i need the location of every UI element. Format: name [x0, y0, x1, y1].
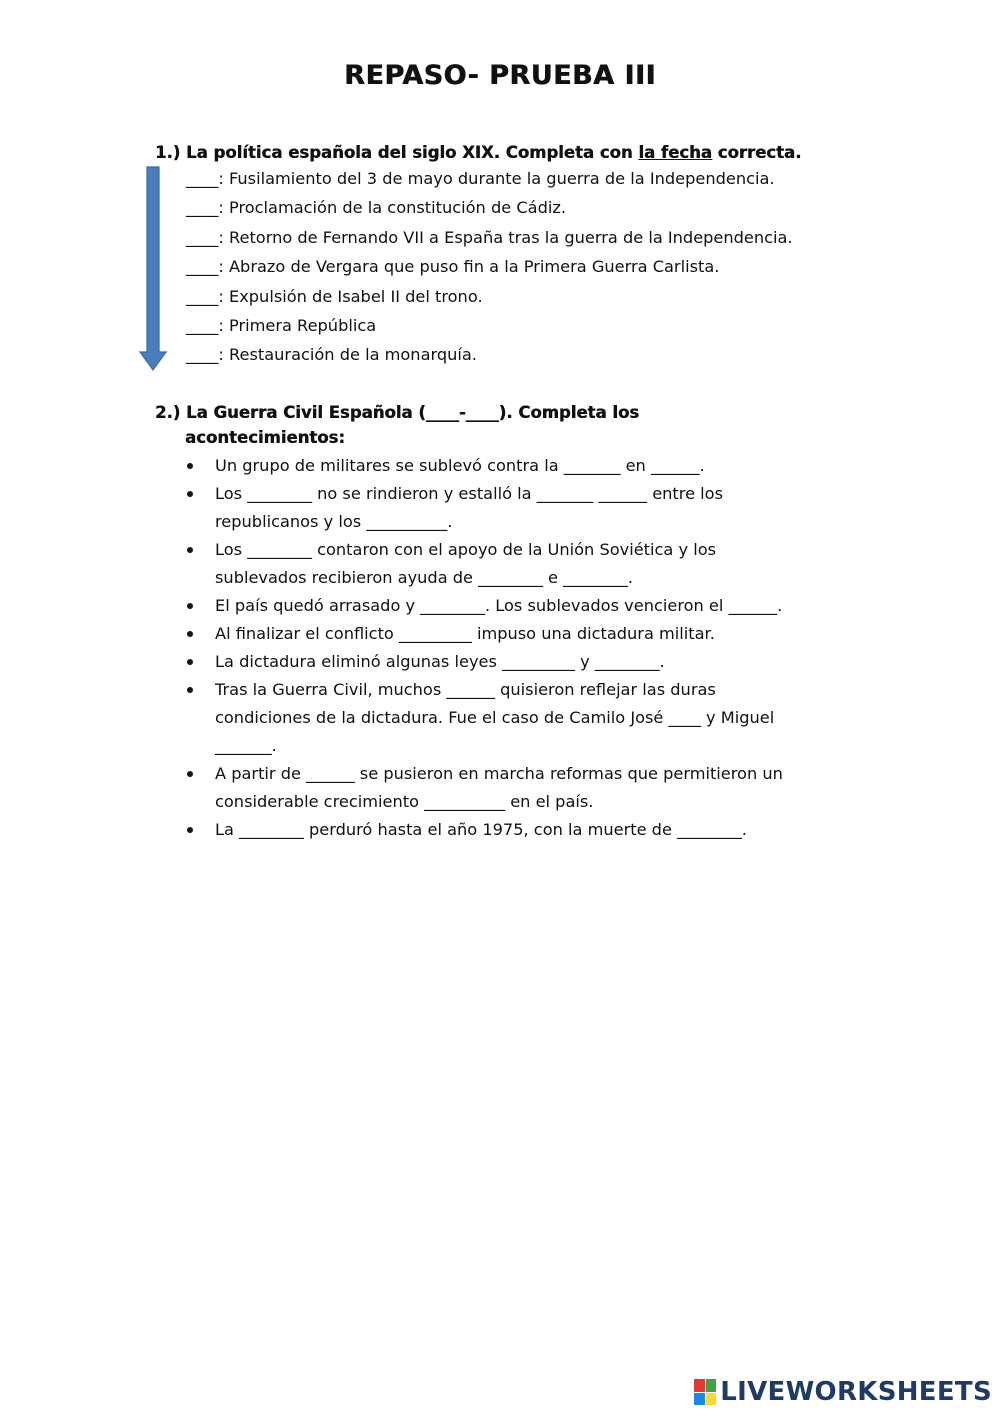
section1-item: ____: Fusilamiento del 3 de mayo durante la guerra de la Independencia. — [186, 169, 775, 188]
section2-item — [186, 648, 866, 676]
section2-heading: 2.) La Guerra Civil Española (____-____). Completa los — [155, 403, 640, 422]
section2-item-line: Los ________ contaron con el apoyo de la Unión Soviética y los — [215, 540, 717, 559]
section1-list — [186, 166, 793, 372]
section1-item: ____: Proclamación de la constitución de Cádiz. — [186, 198, 566, 218]
logo-square — [706, 1379, 717, 1392]
section2-item-line: condiciones de la dictadura. Fue el caso de Camilo José ____ y Miguel — [215, 708, 775, 727]
section2-item — [186, 592, 866, 620]
section2-item-line: sublevados recibieron ayuda de ________ e ________. — [215, 568, 634, 587]
section1-heading-underlined: la fecha — [638, 143, 712, 162]
section1-heading-end: correcta. — [711, 143, 802, 162]
logo-square — [706, 1393, 717, 1406]
down-arrow-icon — [138, 166, 168, 372]
section1-item: ____: Abrazo de Vergara que puso fin a la Primera Guerra Carlista. — [186, 257, 720, 277]
section2-item-line: A partir de ______ se pusieron en marcha reformas que permitieron un — [215, 764, 783, 783]
section2-item-line: Un grupo de militares se sublevó contra la _______ en ______. — [215, 456, 705, 475]
section1-heading-start: 1.) La política española del siglo XIX. Completa con — [155, 143, 639, 162]
liveworksheets-logo-icon — [694, 1379, 716, 1405]
section2-item-line: republicanos y los __________. — [215, 512, 453, 531]
liveworksheets-logo-text: LIVEWORKSHEETS — [720, 1377, 992, 1407]
logo-square — [694, 1379, 705, 1392]
section2-item — [186, 536, 866, 592]
section2-item — [186, 816, 866, 844]
section2-item-line: El país quedó arrasado y ________. Los sublevados vencieron el ______. — [215, 596, 783, 615]
section2-item — [186, 620, 866, 648]
section2-item-line: Al finalizar el conflicto _________ impuso una dictadura militar. — [215, 624, 715, 643]
section2-item — [186, 480, 866, 536]
section1-item: ____: Restauración de la monarquía. — [186, 345, 477, 365]
worksheet-title: REPASO- PRUEBA III — [344, 60, 656, 91]
section2-heading-continued: acontecimientos: — [185, 428, 345, 447]
section1-item: ____: Expulsión de Isabel II del trono. — [186, 286, 483, 306]
section2-item — [186, 760, 866, 816]
section2-item-line: Los ________ no se rindieron y estalló la _______ ______ entre los — [215, 484, 724, 503]
section2-item-line: _______. — [215, 736, 277, 755]
section1-heading — [155, 140, 801, 166]
section2-item-line: La dictadura eliminó algunas leyes _________ y ________. — [215, 652, 665, 671]
section2-list — [186, 452, 866, 844]
section2-item-line: La ________ perduró hasta el año 1975, con la muerte de ________. — [215, 820, 747, 839]
logo-square — [694, 1393, 705, 1406]
section2-item — [186, 676, 866, 760]
liveworksheets-logo[interactable] — [694, 1377, 992, 1407]
arrow-shape — [140, 167, 166, 370]
section1-item: ____: Retorno de Fernando VII a España tras la guerra de la Independencia. — [186, 227, 793, 247]
section2-item — [186, 452, 866, 480]
section1-item: ____: Primera República — [186, 315, 377, 335]
section2-item-line: considerable crecimiento __________ en el país. — [215, 792, 594, 811]
section2-item-line: Tras la Guerra Civil, muchos ______ quisieron reflejar las duras — [215, 680, 716, 699]
